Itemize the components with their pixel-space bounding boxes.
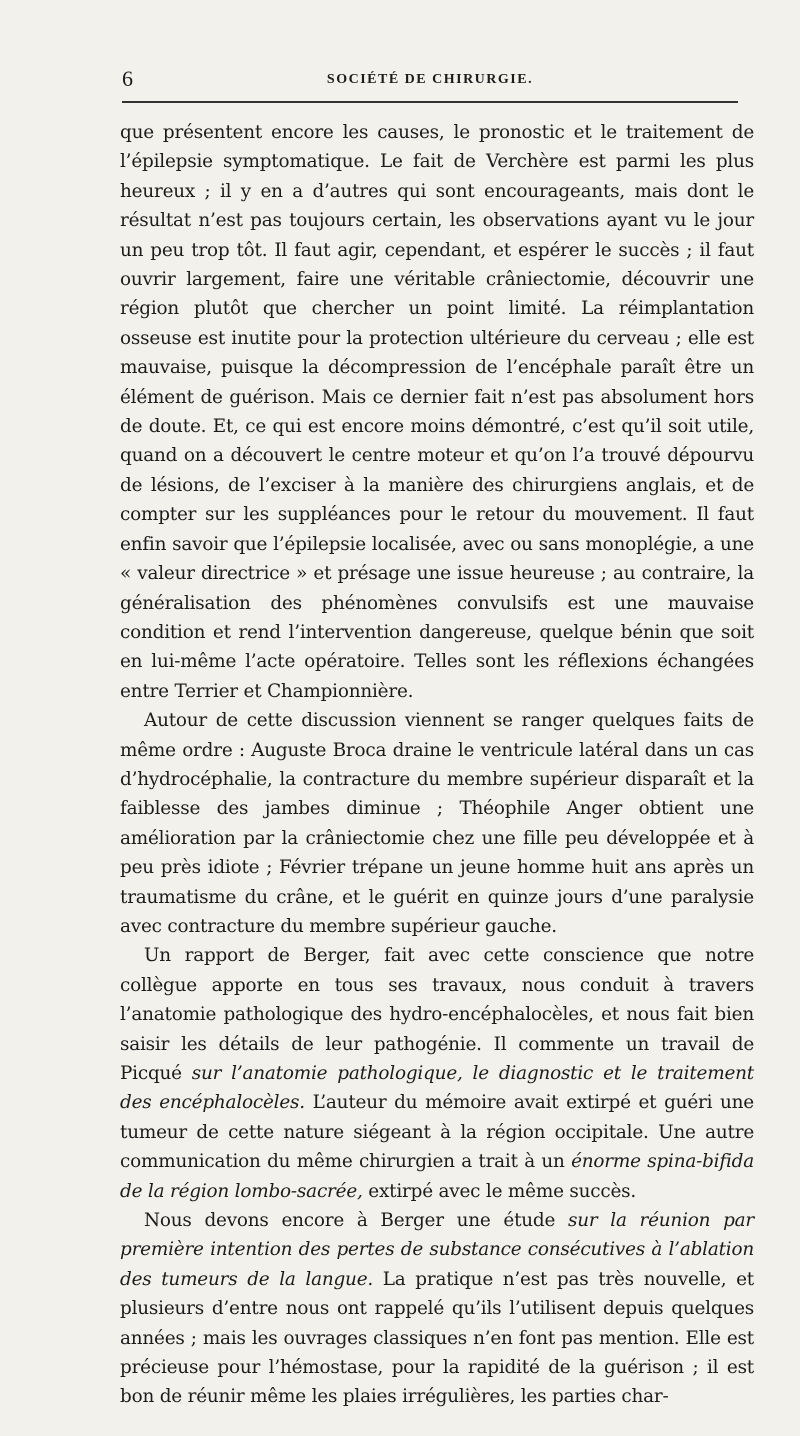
italic-title: sur la réunion par première intention des pertes de substance consécutives à l’ablation des tumeurs de la langue. — [120, 1210, 754, 1290]
italic-title: énorme spina-bifida de la région lombo-sacrée, — [120, 1151, 754, 1202]
paragraph-text: que présentent encore les causes, le pronostic et le traitement de l’épilepsie symptomatique. Le fait de Verchère est parmi les plus heureux ; il y en a d’autres qui sont encourageants, mais dont le résultat n’est pas toujours certain, les observations ayant vu le jour un peu trop tôt. Il faut agir, cependant, et espérer le succès ; il faut ouvrir largement, faire une véritable crâniectomie, découvrir une région plutôt que chercher un point limité. La réimplantation osseuse est inutite pour la protection ultérieure du cerveau ; elle est mauvaise, puisque la décompression de l’encéphale paraît être un élément de guérison. Mais ce dernier fait n’est pas absolument hors de doute. Et, ce qui est encore moins démontré, c’est qu’il soit utile, quand on a découvert le centre moteur et qu’on l’a trouvé dépourvu de lésions, de l’exciser à la manière des chirurgiens anglais, et de compter sur les suppléances pour le retour du mouvement. Il faut enfin savoir que l’épilepsie localisée, avec ou sans monoplégie, a une « valeur directrice » et présage une issue heureuse ; au contraire, la généralisation des phénomènes convulsifs est une mauvaise condition et rend l’intervention dangereuse, quelque bénin que soit en lui-même l’acte opératoire. Telles sont les réflexions échangées entre Terrier et Championnière. — [120, 122, 754, 702]
paragraph-text: Un rapport de Berger, fait avec cette conscience que notre collègue apporte en tous ses travaux, nous conduit à travers l’anatomie pathologique des hydro-encéphalocèles, et nous fait bien saisir les détails de leur pathogénie. Il commente un travail de Picqué — [120, 945, 754, 1084]
paragraph-text: La pratique n’est pas très nouvelle, et plusieurs d’entre nous ont rappelé qu’ils l’utilisent depuis quelques années ; mais les ouvrages classiques n’en font pas mention. Elle est précieuse pour l’hémostase, pour la rapidité de la guérison ; il est bon de réunir même les plaies irrégulières, les parties char- — [120, 1268, 755, 1408]
paragraph — [120, 1206, 754, 1412]
running-title: SOCIÉTÉ DE CHIRURGIE. — [326, 72, 534, 87]
italic-title: sur l’anatomie pathologique, le diagnostic et le traitement des encéphalocèles. — [120, 1063, 754, 1114]
body-text — [120, 118, 754, 1412]
paragraph-text: L’auteur du mémoire avait extirpé et guéri une tumeur de cette nature siégeant à la région occipitale. Une autre communication du même chirurgien a trait à un — [120, 1092, 754, 1173]
paragraph-text: Nous devons encore à Berger une étude — [144, 1210, 568, 1232]
paragraph — [120, 706, 754, 941]
paragraph — [120, 118, 754, 706]
header-rule — [122, 101, 738, 103]
running-head — [120, 66, 740, 92]
page-number: 6 — [122, 66, 133, 91]
paragraph-text: Autour de cette discussion viennent se ranger quelques faits de même ordre : Auguste Broca draine le ventricule latéral dans un cas d’hydrocéphalie, la contracture du membre supérieur disparaît et la faiblesse des jambes diminue ; Théophile Anger obtient une amélioration par la crâniectomie chez une fille peu développée et à peu près idiote ; Février trépane un jeune homme huit ans après un traumatisme du crâne, et le guérit en quinze jours d’une paralysie avec contracture du membre supérieur gauche. — [120, 710, 754, 937]
paragraph-text: extirpé avec le même succès. — [362, 1180, 637, 1202]
paragraph — [120, 941, 754, 1206]
